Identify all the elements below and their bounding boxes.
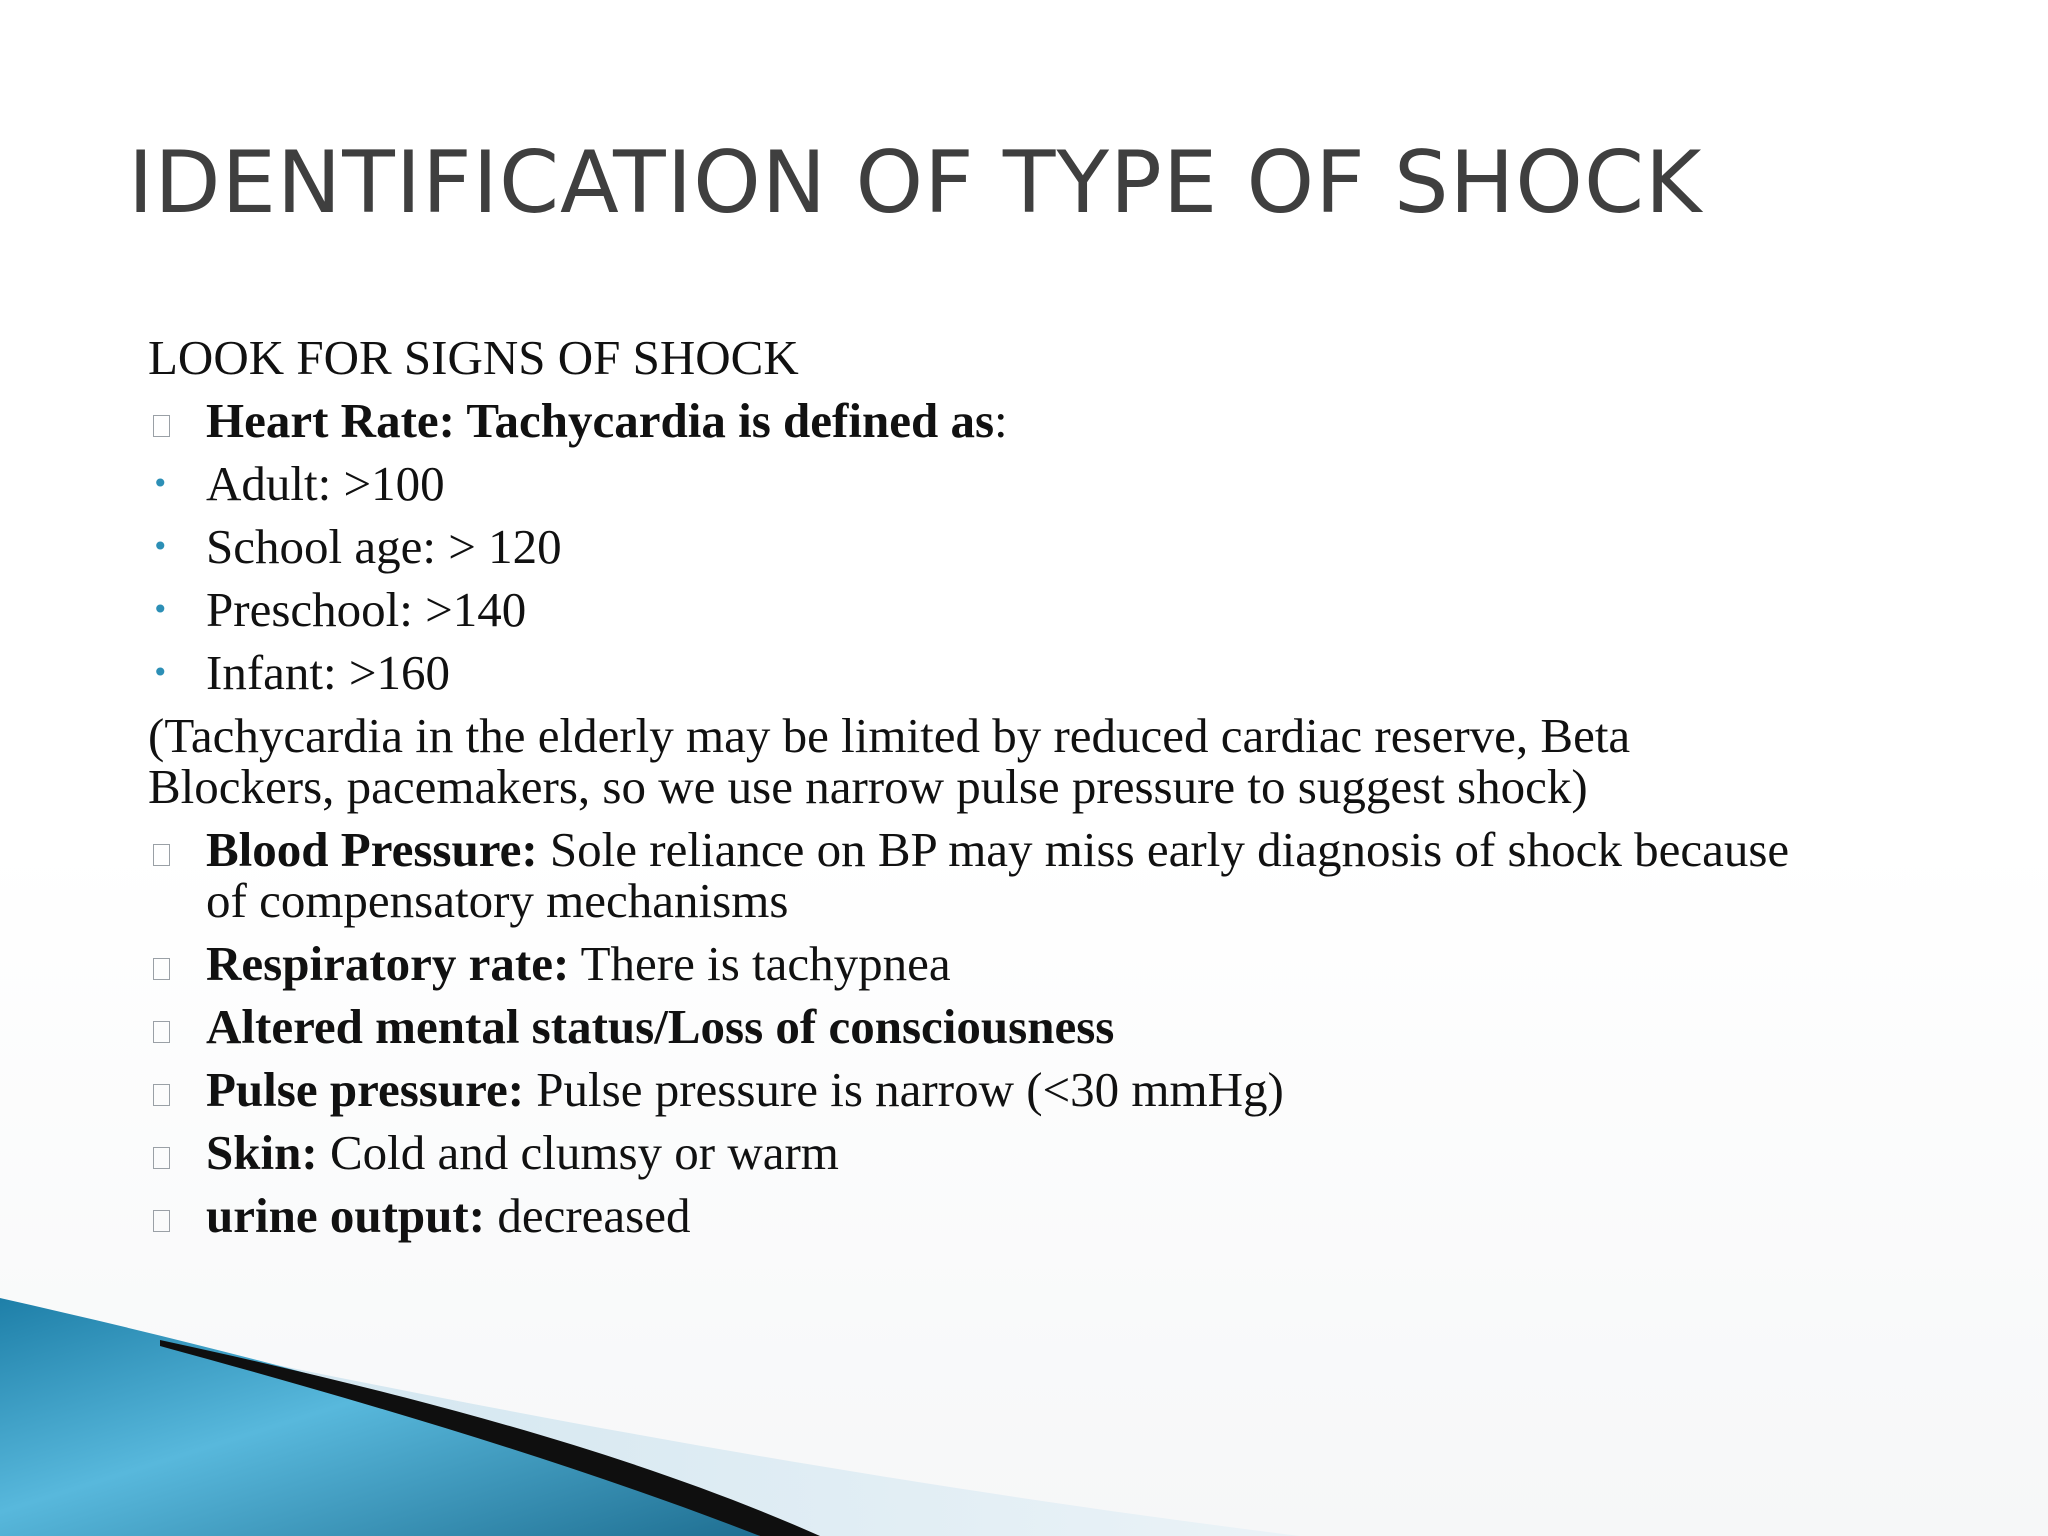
checkbox-bullet-icon <box>153 415 170 437</box>
dot-bullet-icon: • <box>152 593 169 626</box>
sign-item-blood-pressure <box>148 824 1828 926</box>
sign-item-skin <box>148 1127 1828 1178</box>
age-item-infant <box>148 647 1828 698</box>
intro-line: LOOK FOR SIGNS OF SHOCK <box>148 330 799 385</box>
sign-label: urine output: <box>206 1188 486 1243</box>
age-item-preschool <box>148 584 1828 635</box>
slide-title: IDENTIFICATION OF TYPE OF SHOCK <box>128 133 1703 233</box>
checkbox-bullet-icon <box>153 1021 170 1043</box>
checkbox-bullet-icon <box>153 1084 170 1106</box>
age-text: Infant: >160 <box>206 645 450 700</box>
sign-item-mental-status <box>148 1001 1828 1052</box>
heart-rate-label: Heart Rate: Tachycardia is defined as <box>206 393 995 448</box>
age-text: School age: > 120 <box>206 519 562 574</box>
heart-rate-item <box>148 395 1828 446</box>
age-item-school <box>148 521 1828 572</box>
sign-text: decreased <box>485 1188 691 1243</box>
sign-text: There is tachypnea <box>569 936 951 991</box>
sign-item-urine-output <box>148 1190 1828 1241</box>
sign-label: Altered mental status/Loss of consciousness <box>206 999 1115 1054</box>
sign-item-respiratory-rate <box>148 938 1828 989</box>
sign-label: Skin: <box>206 1125 318 1180</box>
decorative-corner-swoosh <box>0 1276 2048 1536</box>
age-text: Adult: >100 <box>206 456 445 511</box>
sign-text: Sole reliance on BP may miss early diagnosis of shock because of compensatory mechanisms <box>206 822 1790 928</box>
dot-bullet-icon: • <box>152 656 169 689</box>
dot-bullet-icon: • <box>152 467 169 500</box>
age-item-adult <box>148 458 1828 509</box>
sign-label: Pulse pressure: <box>206 1062 525 1117</box>
sign-item-pulse-pressure <box>148 1064 1828 1115</box>
checkbox-bullet-icon <box>153 844 170 866</box>
checkbox-bullet-icon <box>153 1210 170 1232</box>
dot-bullet-icon: • <box>152 530 169 563</box>
checkbox-bullet-icon <box>153 1147 170 1169</box>
sign-text: Pulse pressure is narrow (<30 mmHg) <box>524 1062 1284 1117</box>
heart-rate-colon: : <box>994 393 1008 448</box>
sign-label: Blood Pressure: <box>206 822 538 877</box>
elderly-note: (Tachycardia in the elderly may be limited by reduced cardiac reserve, Beta Blockers, pacemakers, so we use narrow pulse pressure to suggest shock) <box>148 708 1631 814</box>
checkbox-bullet-icon <box>153 958 170 980</box>
age-text: Preschool: >140 <box>206 582 527 637</box>
sign-text: Cold and clumsy or warm <box>317 1125 839 1180</box>
sign-label: Respiratory rate: <box>206 936 570 991</box>
slide-content <box>148 332 1828 1241</box>
